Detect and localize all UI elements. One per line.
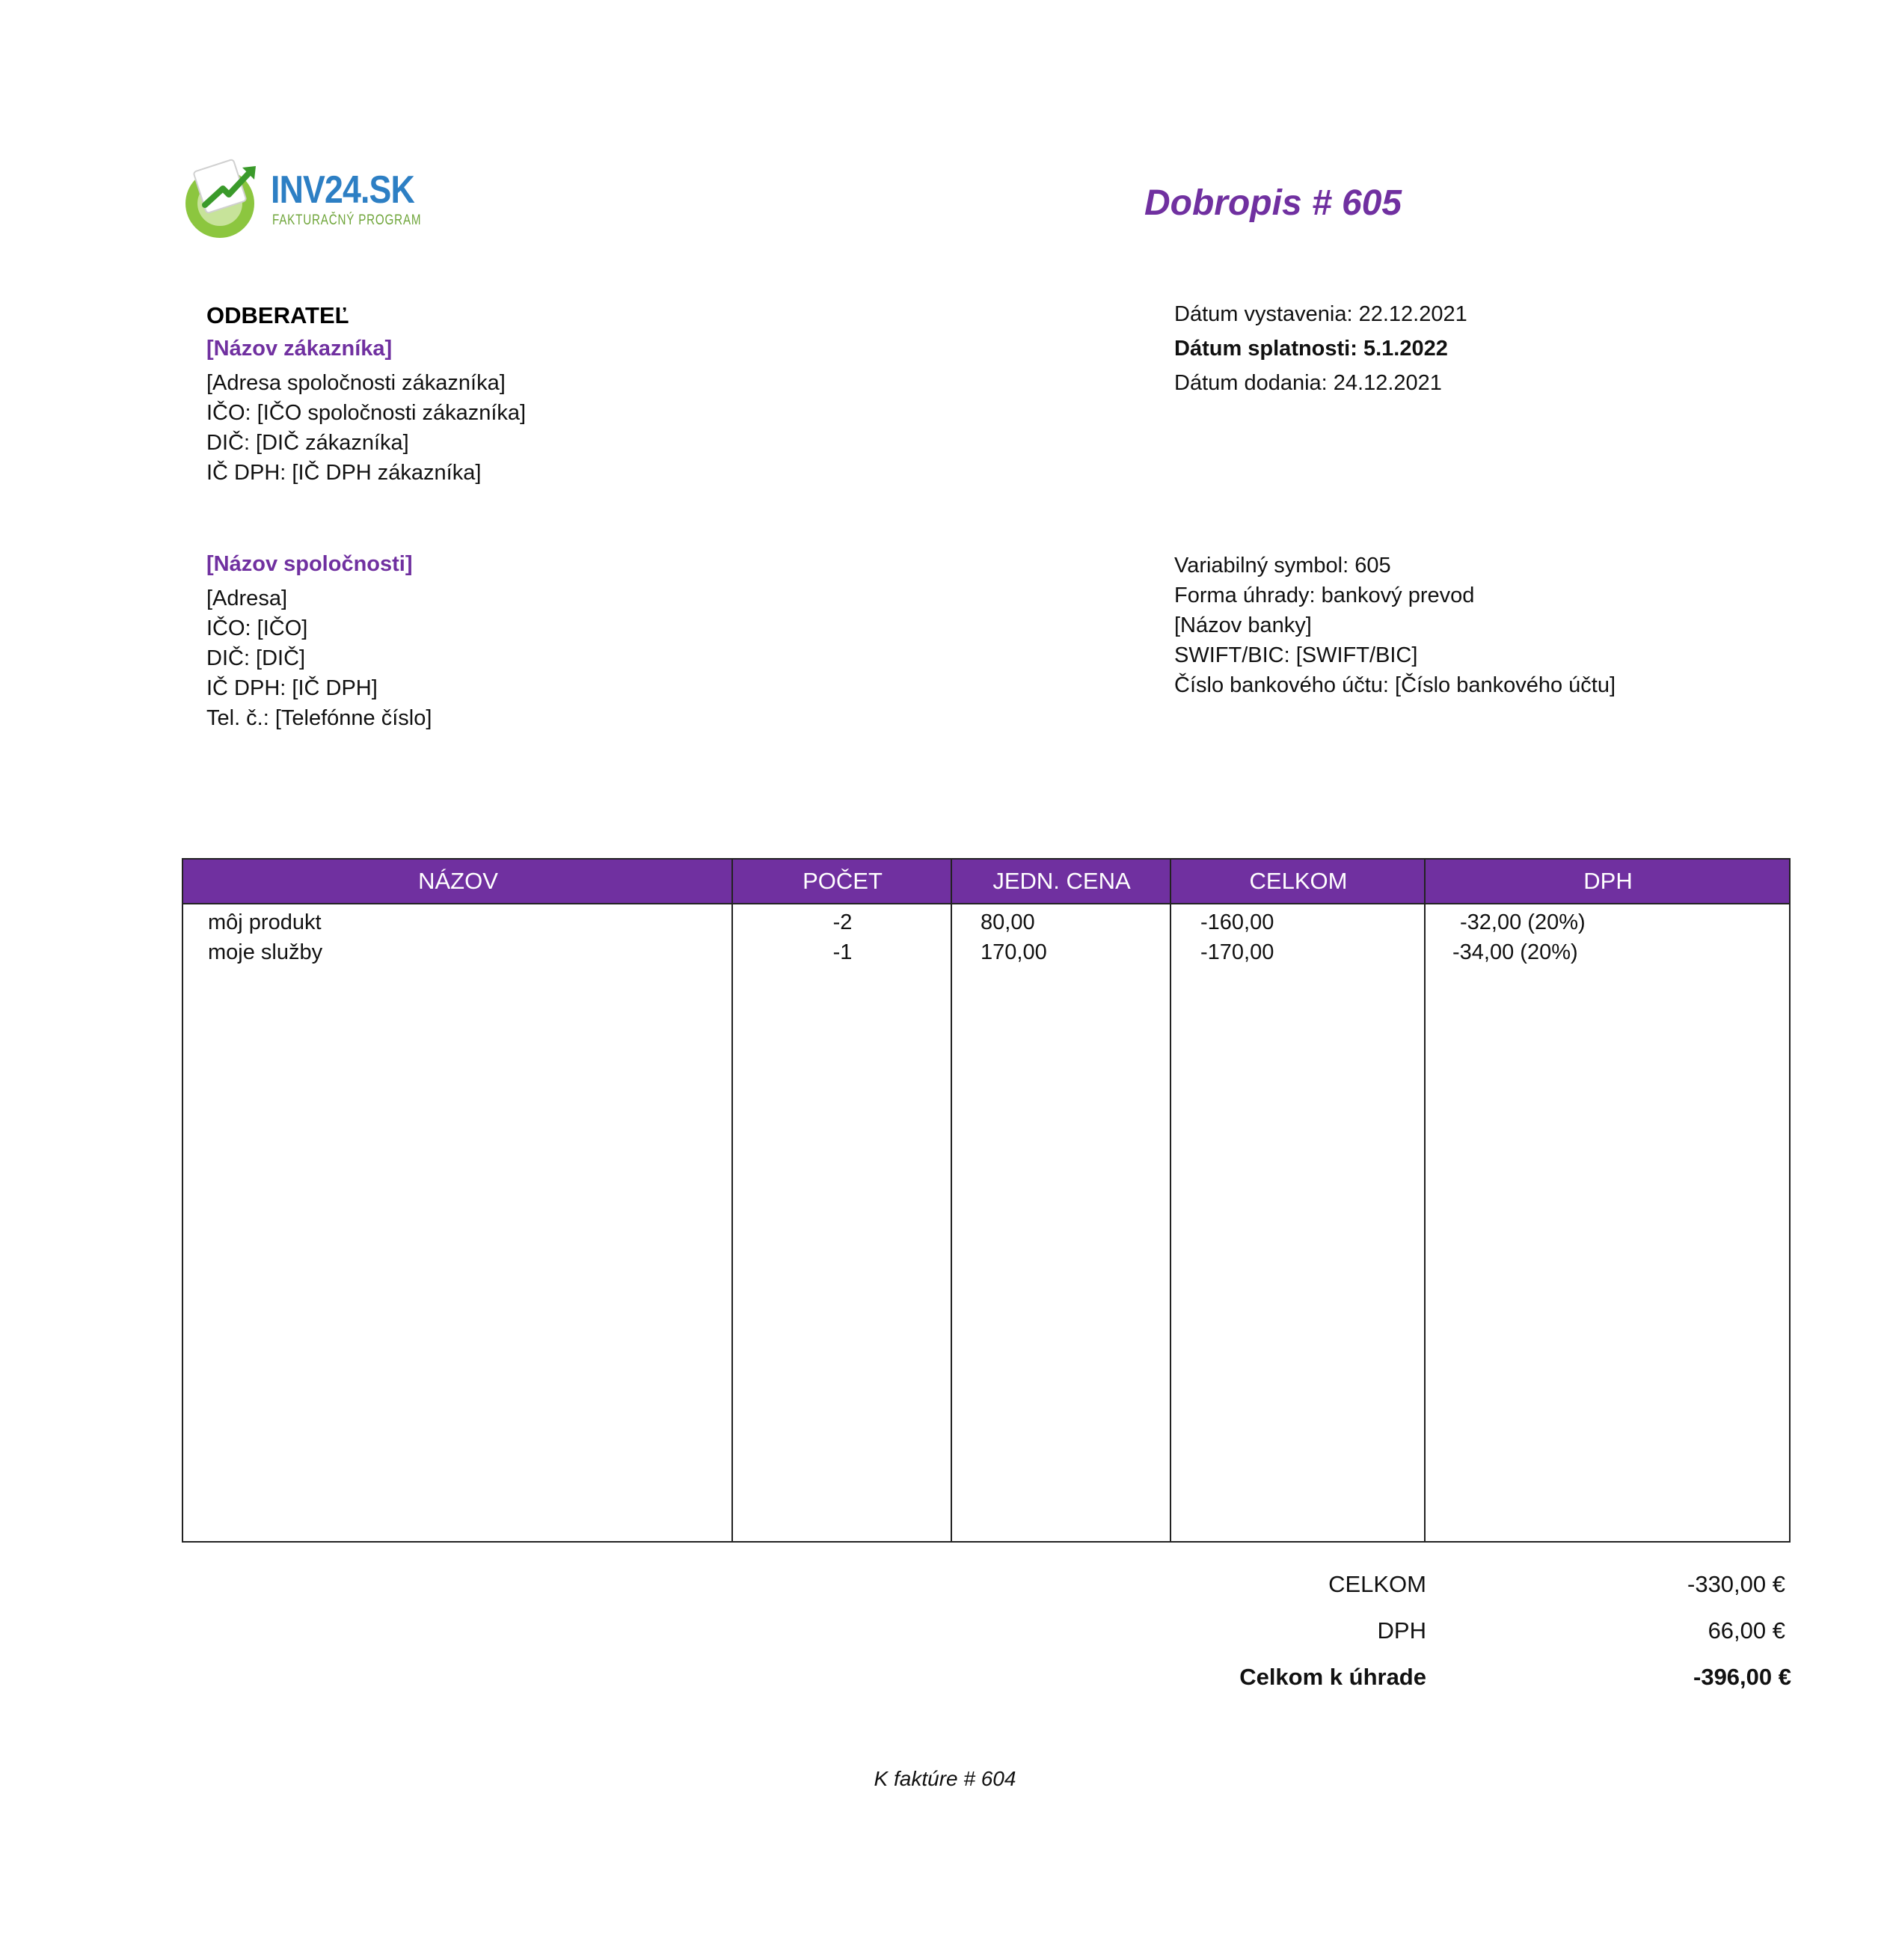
bank-name: [Názov banky] <box>1174 613 1312 637</box>
supplier-name: [Názov spoločnosti] <box>206 552 413 576</box>
vat-label: DPH <box>1377 1617 1426 1644</box>
supplier-ic-dph: IČ DPH: [IČ DPH] <box>206 676 378 700</box>
grand-total-label: Celkom k úhrade <box>1239 1664 1426 1690</box>
variable-symbol: Variabilný symbol: 605 <box>1174 554 1391 578</box>
date-delivery: Dátum dodania: 24.12.2021 <box>1174 371 1442 395</box>
payment-method: Forma úhrady: bankový prevod <box>1174 584 1475 607</box>
col-header-vat: DPH <box>1583 868 1633 894</box>
col-header-name: NÁZOV <box>418 868 498 894</box>
row-2-total: -170,00 <box>1200 940 1274 964</box>
row-2-qty: -1 <box>832 940 853 964</box>
col-header-total: CELKOM <box>1249 868 1348 894</box>
subtotal-value: -330,00 € <box>1687 1571 1785 1597</box>
customer-heading: ODBERATEĽ <box>206 302 349 328</box>
logo-tagline: FAKTURAČNÝ PROGRAM <box>272 212 422 228</box>
date-issued: Dátum vystavenia: 22.12.2021 <box>1174 302 1467 326</box>
customer-address: [Adresa spoločnosti zákazníka] <box>206 371 506 395</box>
logo-icon <box>182 159 266 241</box>
row-1-qty: -2 <box>832 910 853 934</box>
invoice-reference: K faktúre # 604 <box>874 1767 1016 1790</box>
row-2-vat: -34,00 (20%) <box>1452 940 1578 964</box>
table-header <box>183 860 1789 904</box>
customer-ic-dph: IČ DPH: [IČ DPH zákazníka] <box>206 461 482 485</box>
customer-dic: DIČ: [DIČ zákazníka] <box>206 431 409 455</box>
supplier-address: [Adresa] <box>206 587 287 610</box>
document-title: Dobropis # 605 <box>1144 183 1402 223</box>
supplier-ico: IČO: [IČO] <box>206 616 308 640</box>
bank-account: Číslo bankového účtu: [Číslo bankového účtu] <box>1174 673 1616 697</box>
column-divider <box>1170 860 1171 1541</box>
col-header-qty: POČET <box>803 868 883 894</box>
row-1-name: môj produkt <box>208 910 322 934</box>
vat-value: 66,00 € <box>1708 1617 1785 1644</box>
supplier-dic: DIČ: [DIČ] <box>206 646 306 670</box>
date-due: Dátum splatnosti: 5.1.2022 <box>1174 337 1448 361</box>
row-1-vat: -32,00 (20%) <box>1460 910 1586 934</box>
column-divider <box>1424 860 1426 1541</box>
subtotal-label: CELKOM <box>1328 1571 1426 1597</box>
row-1-total: -160,00 <box>1200 910 1274 934</box>
logo-name: INV24.SK <box>271 168 414 212</box>
supplier-phone: Tel. č.: [Telefónne číslo] <box>206 706 432 730</box>
row-1-unit-price: 80,00 <box>981 910 1035 934</box>
grand-total-value: -396,00 € <box>1693 1664 1791 1690</box>
company-logo <box>182 159 422 241</box>
col-header-unit-price: JEDN. CENA <box>992 868 1131 894</box>
row-2-unit-price: 170,00 <box>981 940 1047 964</box>
swift-bic: SWIFT/BIC: [SWIFT/BIC] <box>1174 643 1418 667</box>
items-table <box>182 858 1791 1543</box>
customer-name: [Názov zákazníka] <box>206 337 393 361</box>
row-2-name: moje služby <box>208 940 323 964</box>
customer-ico: IČO: [IČO spoločnosti zákazníka] <box>206 401 527 425</box>
